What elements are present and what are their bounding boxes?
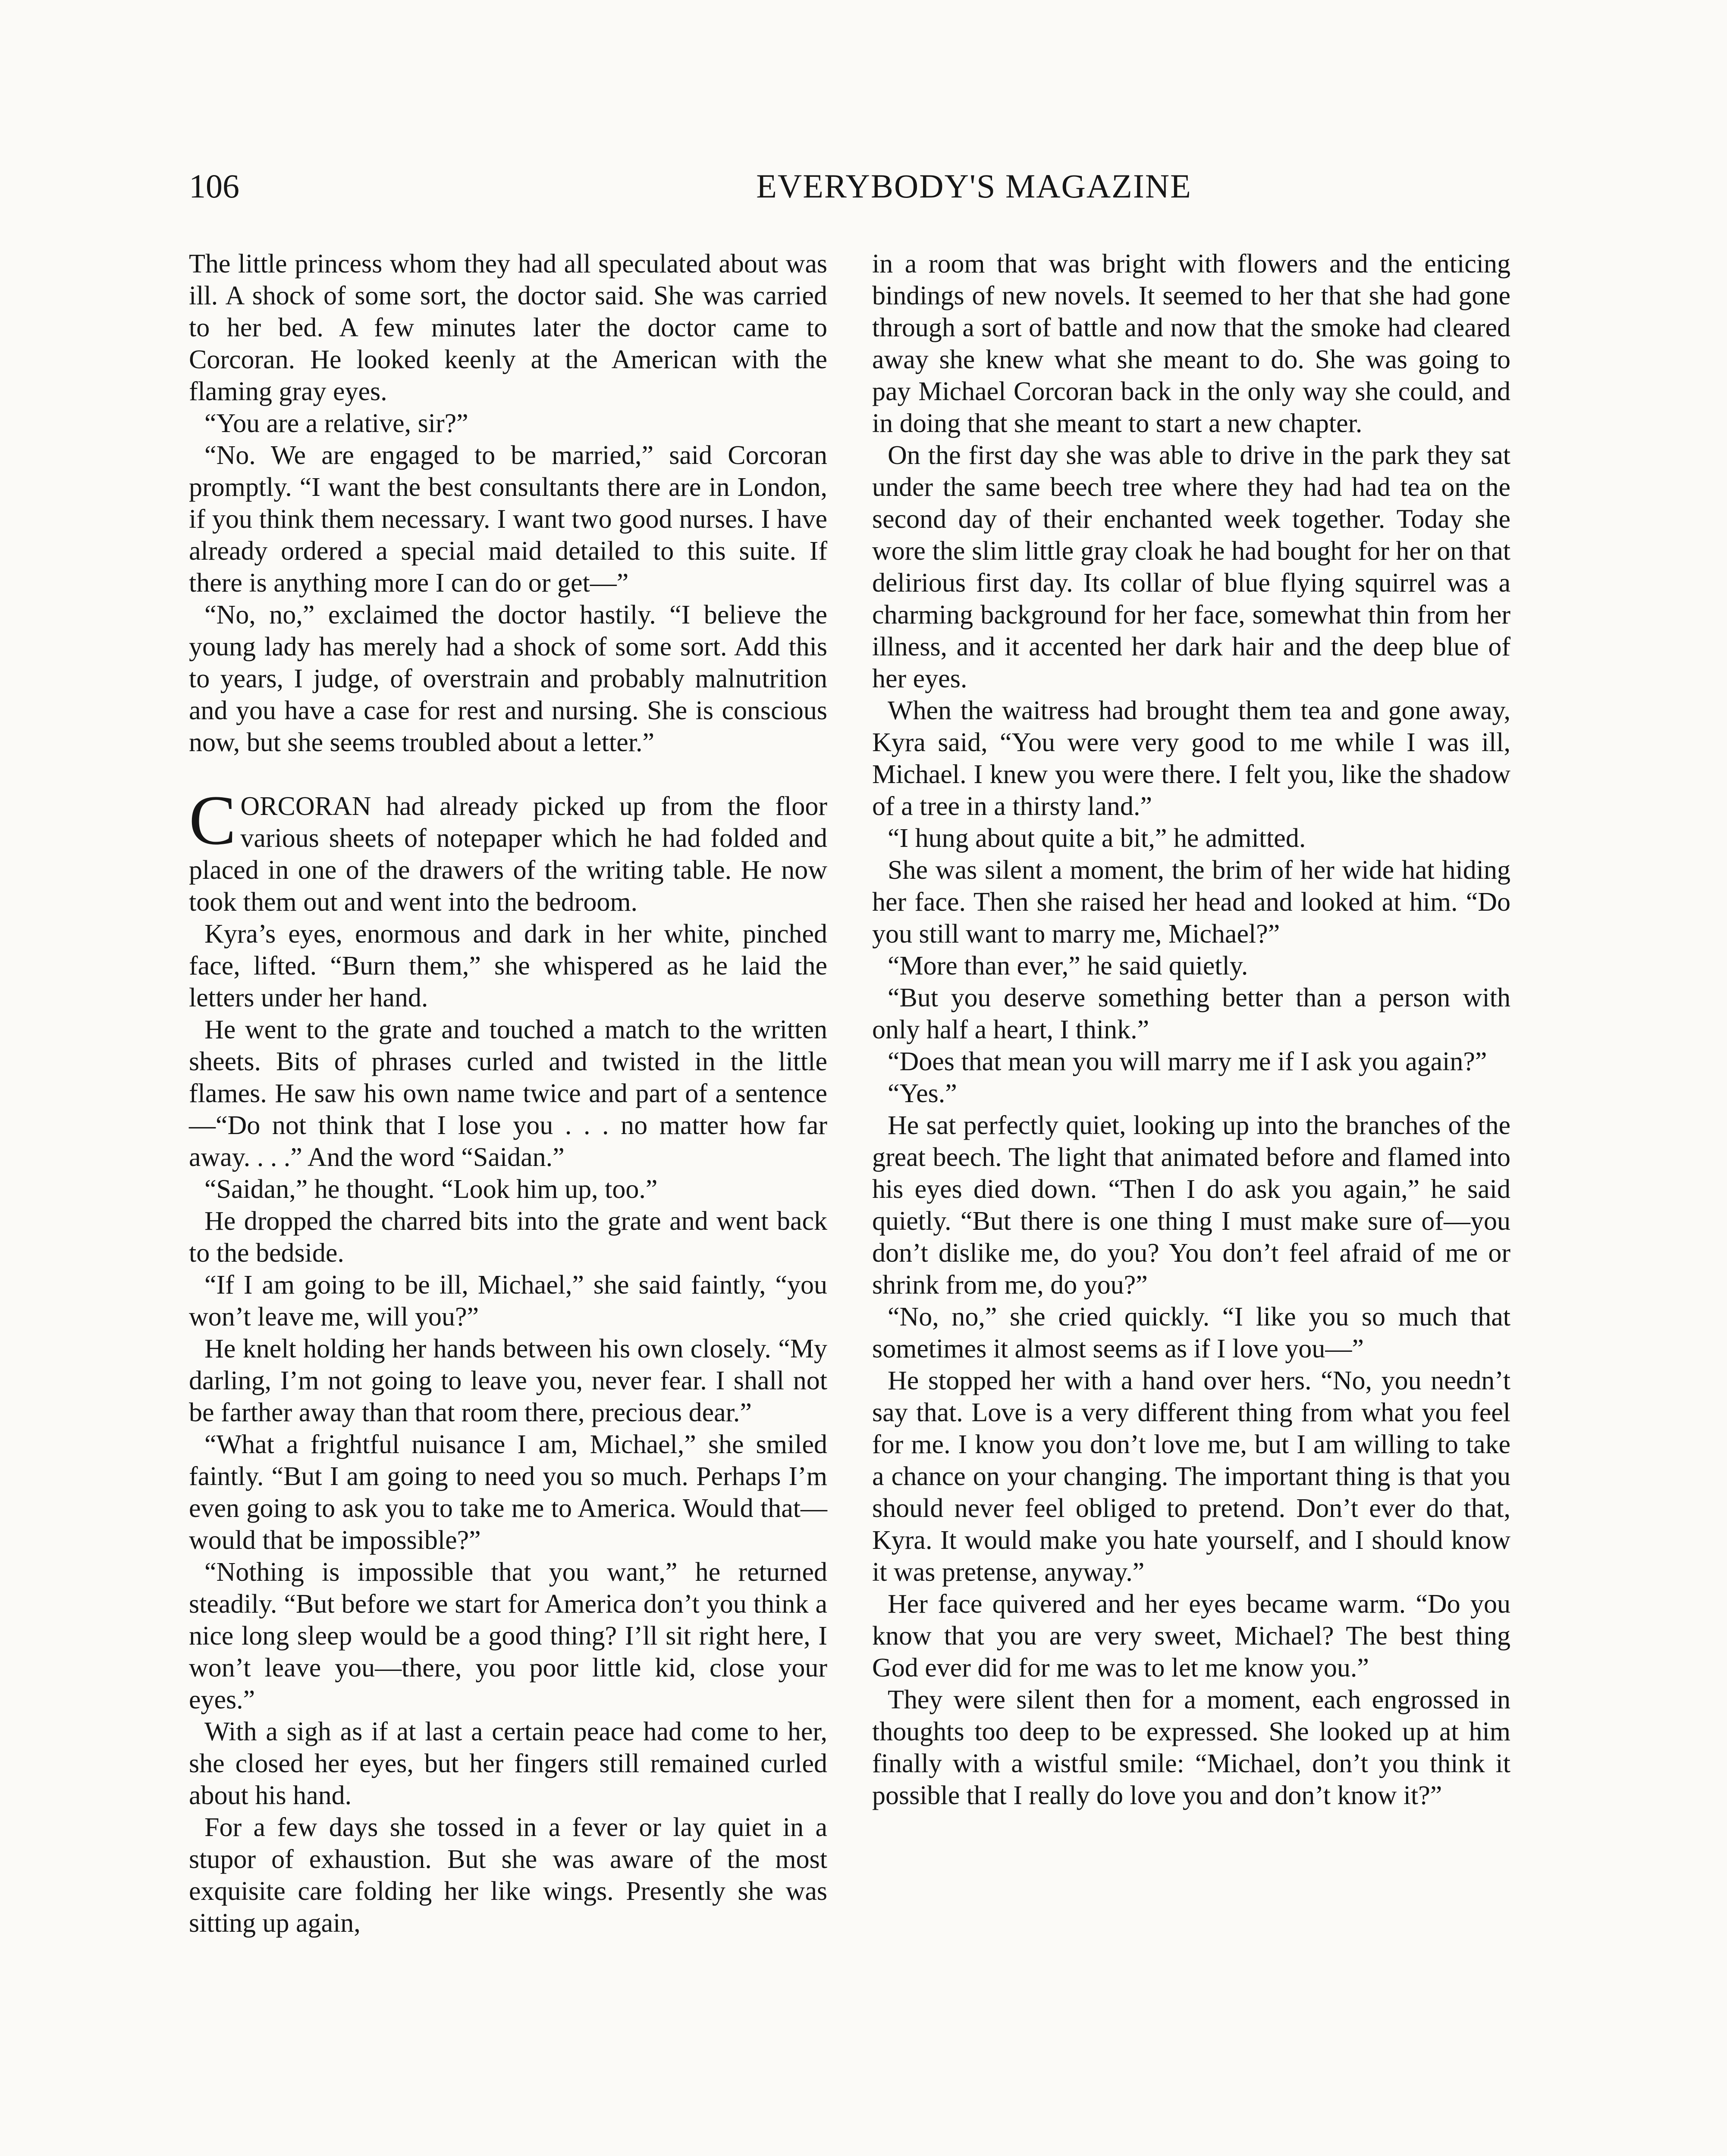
left-paragraph-3: “No. We are engaged to be married,” said Corcoran promptly. “I want the best consultants there are in London, if you think them necessary. I want two good nurses. I have already ordered a special maid detailed to this suite. If there is anything more I can do or get—” (189, 441, 827, 598)
right-paragraph-6: “More than ever,” he said quietly. (888, 951, 1248, 981)
right-paragraph-5: She was silent a moment, the brim of her wide hat hiding her face. Then she raised her head and looked at him. “Do you still want to marry me, Michael?” (872, 856, 1510, 949)
left-paragraph-15: For a few days she tossed in a fever or lay quiet in a stupor of exhaustion. But she was aware of the most exquisite care folding her like wings. Presently she was sitting up again, (189, 1813, 827, 1938)
page-header (189, 169, 1540, 217)
right-paragraph-10: He sat perfectly quiet, looking up into the branches of the great beech. The light that animated before and flamed into his eyes died down. “Then I do ask you again,” he said quietly. “But there is one thing I must make sure of—you don’t dislike me, do you? You don’t feel afraid of me or shrink from me, do you?” (872, 1111, 1510, 1300)
right-paragraph-2: On the first day she was able to drive in the park they sat under the same beech tree where they had had tea on the second day of their enchanted week together. Today she wore the slim little gray cloak he had bought for her on that delirious first day. Its collar of blue flying squirrel was a charming background for her face, somewhat thin from her illness, and it accented her dark hair and the deep blue of her eyes. (872, 441, 1510, 693)
left-paragraph-12: “What a frightful nuisance I am, Michael,” she smiled faintly. “But I am going to need you so much. Perhaps I’m even going to ask you to take me to America. Would that—would that be impossible?” (189, 1430, 827, 1555)
right-paragraph-14: They were silent then for a moment, each engrossed in thoughts too deep to be expressed. She looked up at him finally with a wistful smile: “Michael, don’t you think it possible that I really do love you and don’t know it?” (872, 1685, 1510, 1810)
left-paragraph-4: “No, no,” exclaimed the doctor hastily. “I believe the young lady has merely had a shock of some sort. Add this to years, I judge, of overstrain and probably malnutrition and you have a case for rest and nursing. She is conscious now, but she seems troubled about a letter.” (189, 600, 827, 757)
right-paragraph-4: “I hung about quite a bit,” he admitted. (888, 824, 1306, 853)
right-paragraph-1: in a room that was bright with flowers and the enticing bindings of new novels. It seemed to her that she had gone through a sort of battle and now that the smoke had cleared away she knew what she meant to do. She was going to pay Michael Corcoran back in the only way she could, and in doing that she meant to start a new chapter. (872, 249, 1510, 438)
right-paragraph-12: He stopped her with a hand over hers. “No, you needn’t say that. Love is a very different thing from what you feel for me. I know you don’t love me, but I am willing to take a chance on your changing. The important thing is that you should never feel obliged to pretend. Don’t ever do that, Kyra. It would make you hate yourself, and I should know it was pretense, anyway.” (872, 1366, 1510, 1587)
left-paragraph-14: With a sigh as if at last a certain peace had come to her, she closed her eyes, but her fingers still remained curled about his hand. (189, 1717, 827, 1810)
section-break (189, 758, 827, 790)
left-paragraph-7: He went to the grate and touched a match to the written sheets. Bits of phrases curled and twisted in the little flames. He saw his own name twice and part of a sentence—“Do not think that I lose you . . . no matter how far away. . . .” And the word “Saidan.” (189, 1015, 827, 1172)
left-paragraph-2: “You are a relative, sir?” (204, 409, 468, 438)
right-paragraph-8: “Does that mean you will marry me if I ask you again?” (888, 1047, 1487, 1076)
left-paragraph-9: He dropped the charred bits into the grate and went back to the bedside. (189, 1206, 827, 1268)
left-paragraph-11: He knelt holding her hands between his own closely. “My darling, I’m not going to leave you, never fear. I shall not be farther away than that room there, precious dear.” (189, 1334, 827, 1427)
right-paragraph-3: When the waitress had brought them tea and gone away, Kyra said, “You were very good to me while I was ill, Michael. I knew you were there. I felt you, like the shadow of a tree in a thirsty land.” (872, 696, 1510, 821)
right-paragraph-11: “No, no,” she cried quickly. “I like you so much that sometimes it almost seems as if I love you—” (872, 1302, 1510, 1363)
running-head: EVERYBODY'S MAGAZINE (756, 167, 1192, 205)
right-text-column (872, 248, 1510, 1811)
right-paragraph-13: Her face quivered and her eyes became warm. “Do you know that you are very sweet, Michael? The best thing God ever did for me was to let me know you.” (872, 1589, 1510, 1683)
dropcap-paragraph-text: ORCORAN had already picked up from the floor various sheets of notepaper which he had folded and placed in one of the drawers of the writing table. He now took them out and went into the bedroom. (189, 792, 827, 917)
left-paragraph-8: “Saidan,” he thought. “Look him up, too.” (204, 1175, 658, 1204)
left-paragraph-1: The little princess whom they had all speculated about was ill. A shock of some sort, the doctor said. She was carried to her bed. A few minutes later the doctor came to Corcoran. He looked keenly at the American with the flaming gray eyes. (189, 249, 827, 406)
left-text-column (189, 248, 827, 1939)
right-paragraph-7: “But you deserve something better than a person with only half a heart, I think.” (872, 983, 1510, 1044)
left-paragraph-6: Kyra’s eyes, enormous and dark in her white, pinched face, lifted. “Burn them,” she whispered as he laid the letters under her hand. (189, 919, 827, 1012)
page-number: 106 (189, 167, 239, 205)
dropcap-paragraph (189, 781, 827, 918)
right-paragraph-9: “Yes.” (888, 1079, 957, 1108)
left-paragraph-13: “Nothing is impossible that you want,” he returned steadily. “But before we start for America don’t you think a nice long sleep would be a good thing? I’ll sit right here, I won’t leave you—there, you poor little kid, close your eyes.” (189, 1557, 827, 1714)
left-paragraph-10: “If I am going to be ill, Michael,” she said faintly, “you won’t leave me, will you?” (189, 1270, 827, 1332)
dropcap-letter: C (189, 781, 236, 859)
